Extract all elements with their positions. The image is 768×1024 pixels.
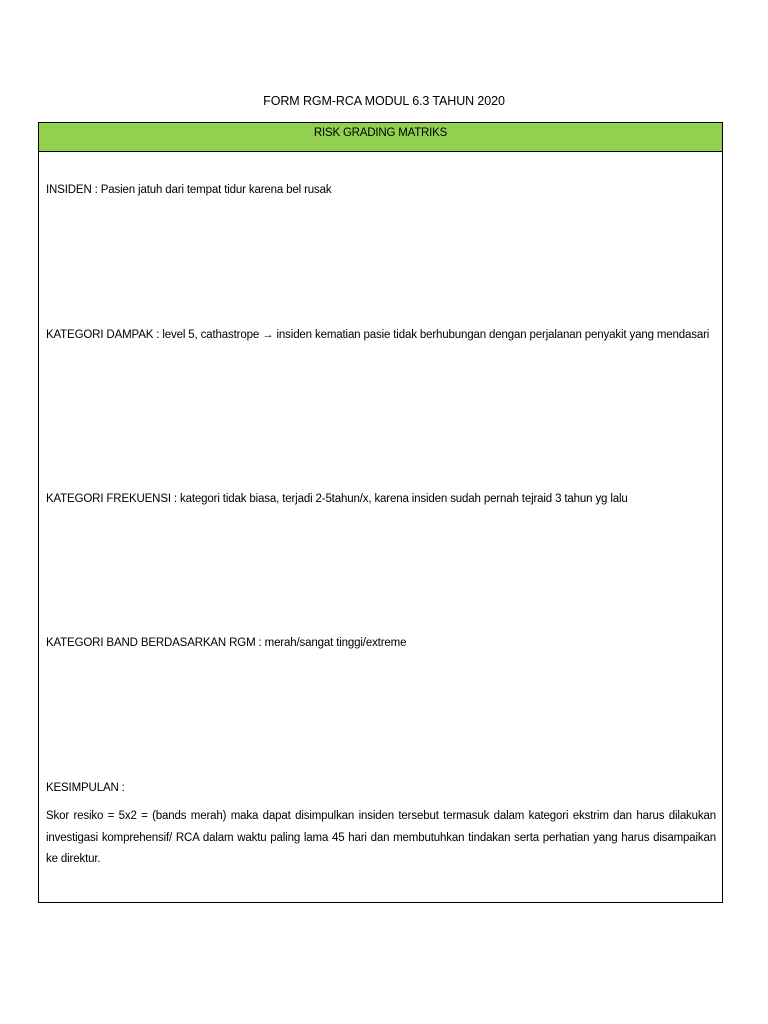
insiden-text: INSIDEN : Pasien jatuh dari tempat tidur karena bel rusak: [46, 184, 332, 196]
risk-grading-header: RISK GRADING MATRIKS: [39, 123, 722, 152]
kategori-frekuensi-text: KATEGORI FREKUENSI : kategori tidak biasa, terjadi 2-5tahun/x, karena insiden sudah pernah tejraid 3 tahun yg lalu: [46, 493, 628, 505]
risk-grading-form: [38, 122, 723, 903]
kategori-band-text: KATEGORI BAND BERDASARKAN RGM : merah/sangat tinggi/extreme: [46, 637, 407, 649]
kesimpulan-text: Skor resiko = 5x2 = (bands merah) maka dapat disimpulkan insiden tersebut termasuk dalam kategori ekstrim dan harus dilakukan investigasi komprehensif/ RCA dalam waktu paling lama 45 hari dan membutuhkan tindakan serta perhatian yang harus disampaikan ke direktur.: [46, 810, 716, 865]
kesimpulan-label: KESIMPULAN :: [46, 782, 125, 794]
kategori-dampak-text: KATEGORI DAMPAK : level 5, cathastrope → insiden kematian pasie tidak berhubungan dengan perjalanan penyakit yang mendasari: [46, 329, 710, 341]
form-title: FORM RGM-RCA MODUL 6.3 TAHUN 2020: [263, 94, 505, 108]
